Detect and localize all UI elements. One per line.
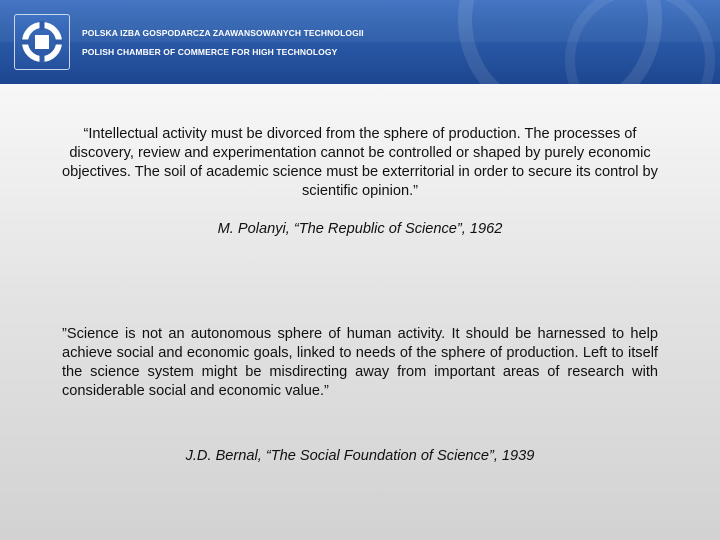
banner-decoration (0, 0, 720, 84)
org-name-english: POLISH CHAMBER OF COMMERCE FOR HIGH TECHNOLOGY (82, 47, 338, 57)
chamber-logo-icon (17, 17, 67, 67)
org-name-polish: POLSKA IZBA GOSPODARCZA ZAAWANSOWANYCH TECHNOLOGII (82, 28, 364, 38)
polanyi-quote: “Intellectual activity must be divorced from the sphere of production. The processes of discovery, review and experimentation cannot be controlled or shaped by purely economic objectives. The soil of academic science must be exterritorial in order to secure its control by scientific opinion.” (62, 126, 658, 199)
chamber-logo (14, 14, 70, 70)
polanyi-citation: M. Polanyi, “The Republic of Science”, 1962 (217, 221, 503, 237)
header-banner (0, 0, 720, 84)
bernal-citation: J.D. Bernal, “The Social Foundation of Science”, 1939 (185, 448, 535, 464)
bernal-quote: ”Science is not an autonomous sphere of human activity. It should be harnessed to help achieve social and economic goals, linked to needs of the sphere of production. Left to itself the science system might be misdirecting away from important areas of research with considerable social and economic value.” (62, 326, 658, 399)
